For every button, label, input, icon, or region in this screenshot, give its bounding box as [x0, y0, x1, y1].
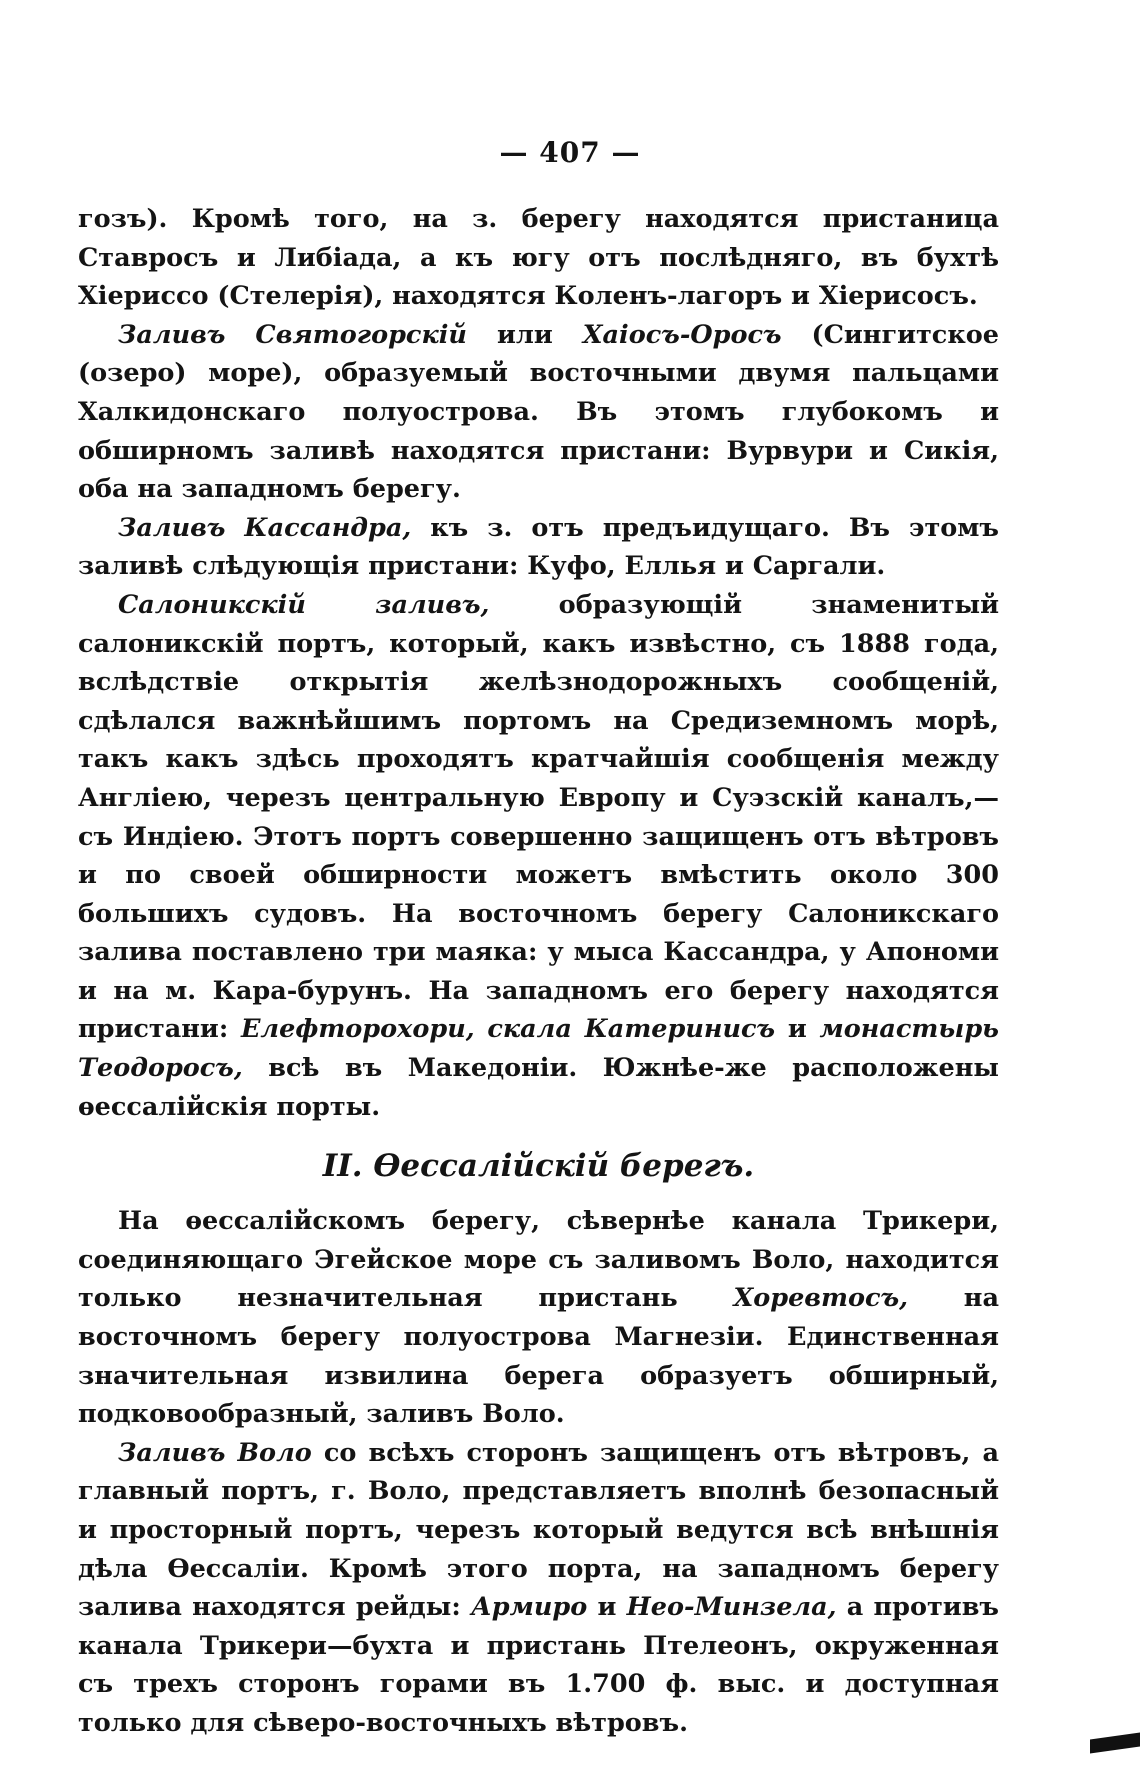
- text-run: гозъ). Кромѣ того, на з. берегу находятся пристаница Ставросъ и Либіада, а къ югу отъ послѣдняго, въ бухтѣ Хіериссо (Стелерія), находятся Коленъ-лагоръ и Хіерисосъ.: [78, 204, 999, 312]
- text-run: (Сингитское (озеро) море), образуемый восточными двумя пальцами Халкидонскаго полуострова. Въ этомъ глубокомъ и обширномъ заливѣ находятся пристани: Вурвури и Сикія, оба на западномъ берегу.: [78, 319, 999, 505]
- italic-term: Нео-Минзела,: [626, 1592, 837, 1623]
- paragraph-p1: [78, 200, 999, 316]
- paragraph-p2: [78, 316, 999, 509]
- text-run: на восточномъ берегу полуострова Магнезіи. Единственная значительная извилина берега образуетъ обширный, подковообразный, заливъ Воло.: [78, 1283, 999, 1430]
- paragraphs-before-section: [78, 200, 999, 1126]
- section-heading: II. Ѳессалійскій берегъ.: [322, 1148, 755, 1185]
- italic-term: Армиро: [471, 1592, 588, 1623]
- italic-term: Заливъ Воло: [118, 1437, 312, 1468]
- text-run: и: [775, 1014, 820, 1045]
- paragraph-p6: [78, 1434, 999, 1743]
- text-run: со всѣхъ сторонъ защищенъ отъ вѣтровъ, а главный портъ, г. Воло, представляетъ вполнѣ безопасный и просторный портъ, черезъ который ведутся всѣ внѣшнія дѣла Ѳессаліи. Кромѣ этого порта, на западномъ берегу залива находятся рейды:: [78, 1437, 1000, 1623]
- page-number: — 407 —: [499, 136, 641, 169]
- italic-term: Заливъ Святогорскій: [118, 319, 467, 350]
- italic-term: Елефторохори, скала Катеринисъ: [241, 1014, 776, 1045]
- italic-term: Заливъ Кассандра,: [118, 512, 412, 543]
- italic-term: Хаіосъ-Оросъ: [582, 319, 782, 350]
- italic-term: Хоревтосъ,: [733, 1283, 908, 1314]
- text-run: образующій знаменитый салоникскій портъ, который, какъ извѣстно, съ 1888 года, вслѣдствіе открытія желѣзнодорожныхъ сообщеній, сдѣлался важнѣйшимъ портомъ на Средиземномъ морѣ, такъ какъ здѣсь проходятъ кратчайшія сообщенія между Англіею, черезъ центральную Европу и Суэзскій каналъ,—съ Индіею. Этотъ портъ совершенно защищенъ отъ вѣтровъ и по своей обширности можетъ вмѣстить около 300 большихъ судовъ. На восточномъ берегу Салоникскаго залива поставлено три маяка: у мыса Кассандра, у Апономи и на м. Кара-бурунъ. На западномъ его берегу находятся пристани:: [78, 589, 999, 1045]
- italic-term: Салоникскій заливъ,: [118, 589, 490, 620]
- italic-term: монастырь Теодоросъ,: [78, 1014, 999, 1084]
- paragraph-p4: [78, 586, 999, 1126]
- text-run: На ѳессалійскомъ берегу, сѣвернѣе канала Трикери, соединяющаго Эгейское море съ заливомъ Воло, находится только незначительная пристань: [78, 1206, 999, 1314]
- text-run: всѣ въ Македоніи. Южнѣе-же расположены ѳессалійскія порты.: [78, 1053, 999, 1122]
- text-run: или: [466, 319, 583, 350]
- paragraphs-after-section: [78, 1202, 999, 1742]
- page-body: [78, 200, 999, 1743]
- paragraph-p3: [78, 509, 999, 586]
- text-run: къ з. отъ предъидущаго. Въ этомъ заливѣ слѣдующія пристани: Куфо, Еллья и Саргали.: [78, 512, 999, 582]
- scan-artifact-mark: [1090, 1732, 1140, 1753]
- text-run: и: [587, 1592, 627, 1623]
- paragraph-p5: [78, 1202, 999, 1434]
- text-run: а противъ канала Трикери—бухта и пристань Птелеонъ, окруженная съ трехъ сторонъ горами въ 1.700 ф. выс. и доступная только для сѣверо-восточныхъ вѣтровъ.: [78, 1592, 999, 1738]
